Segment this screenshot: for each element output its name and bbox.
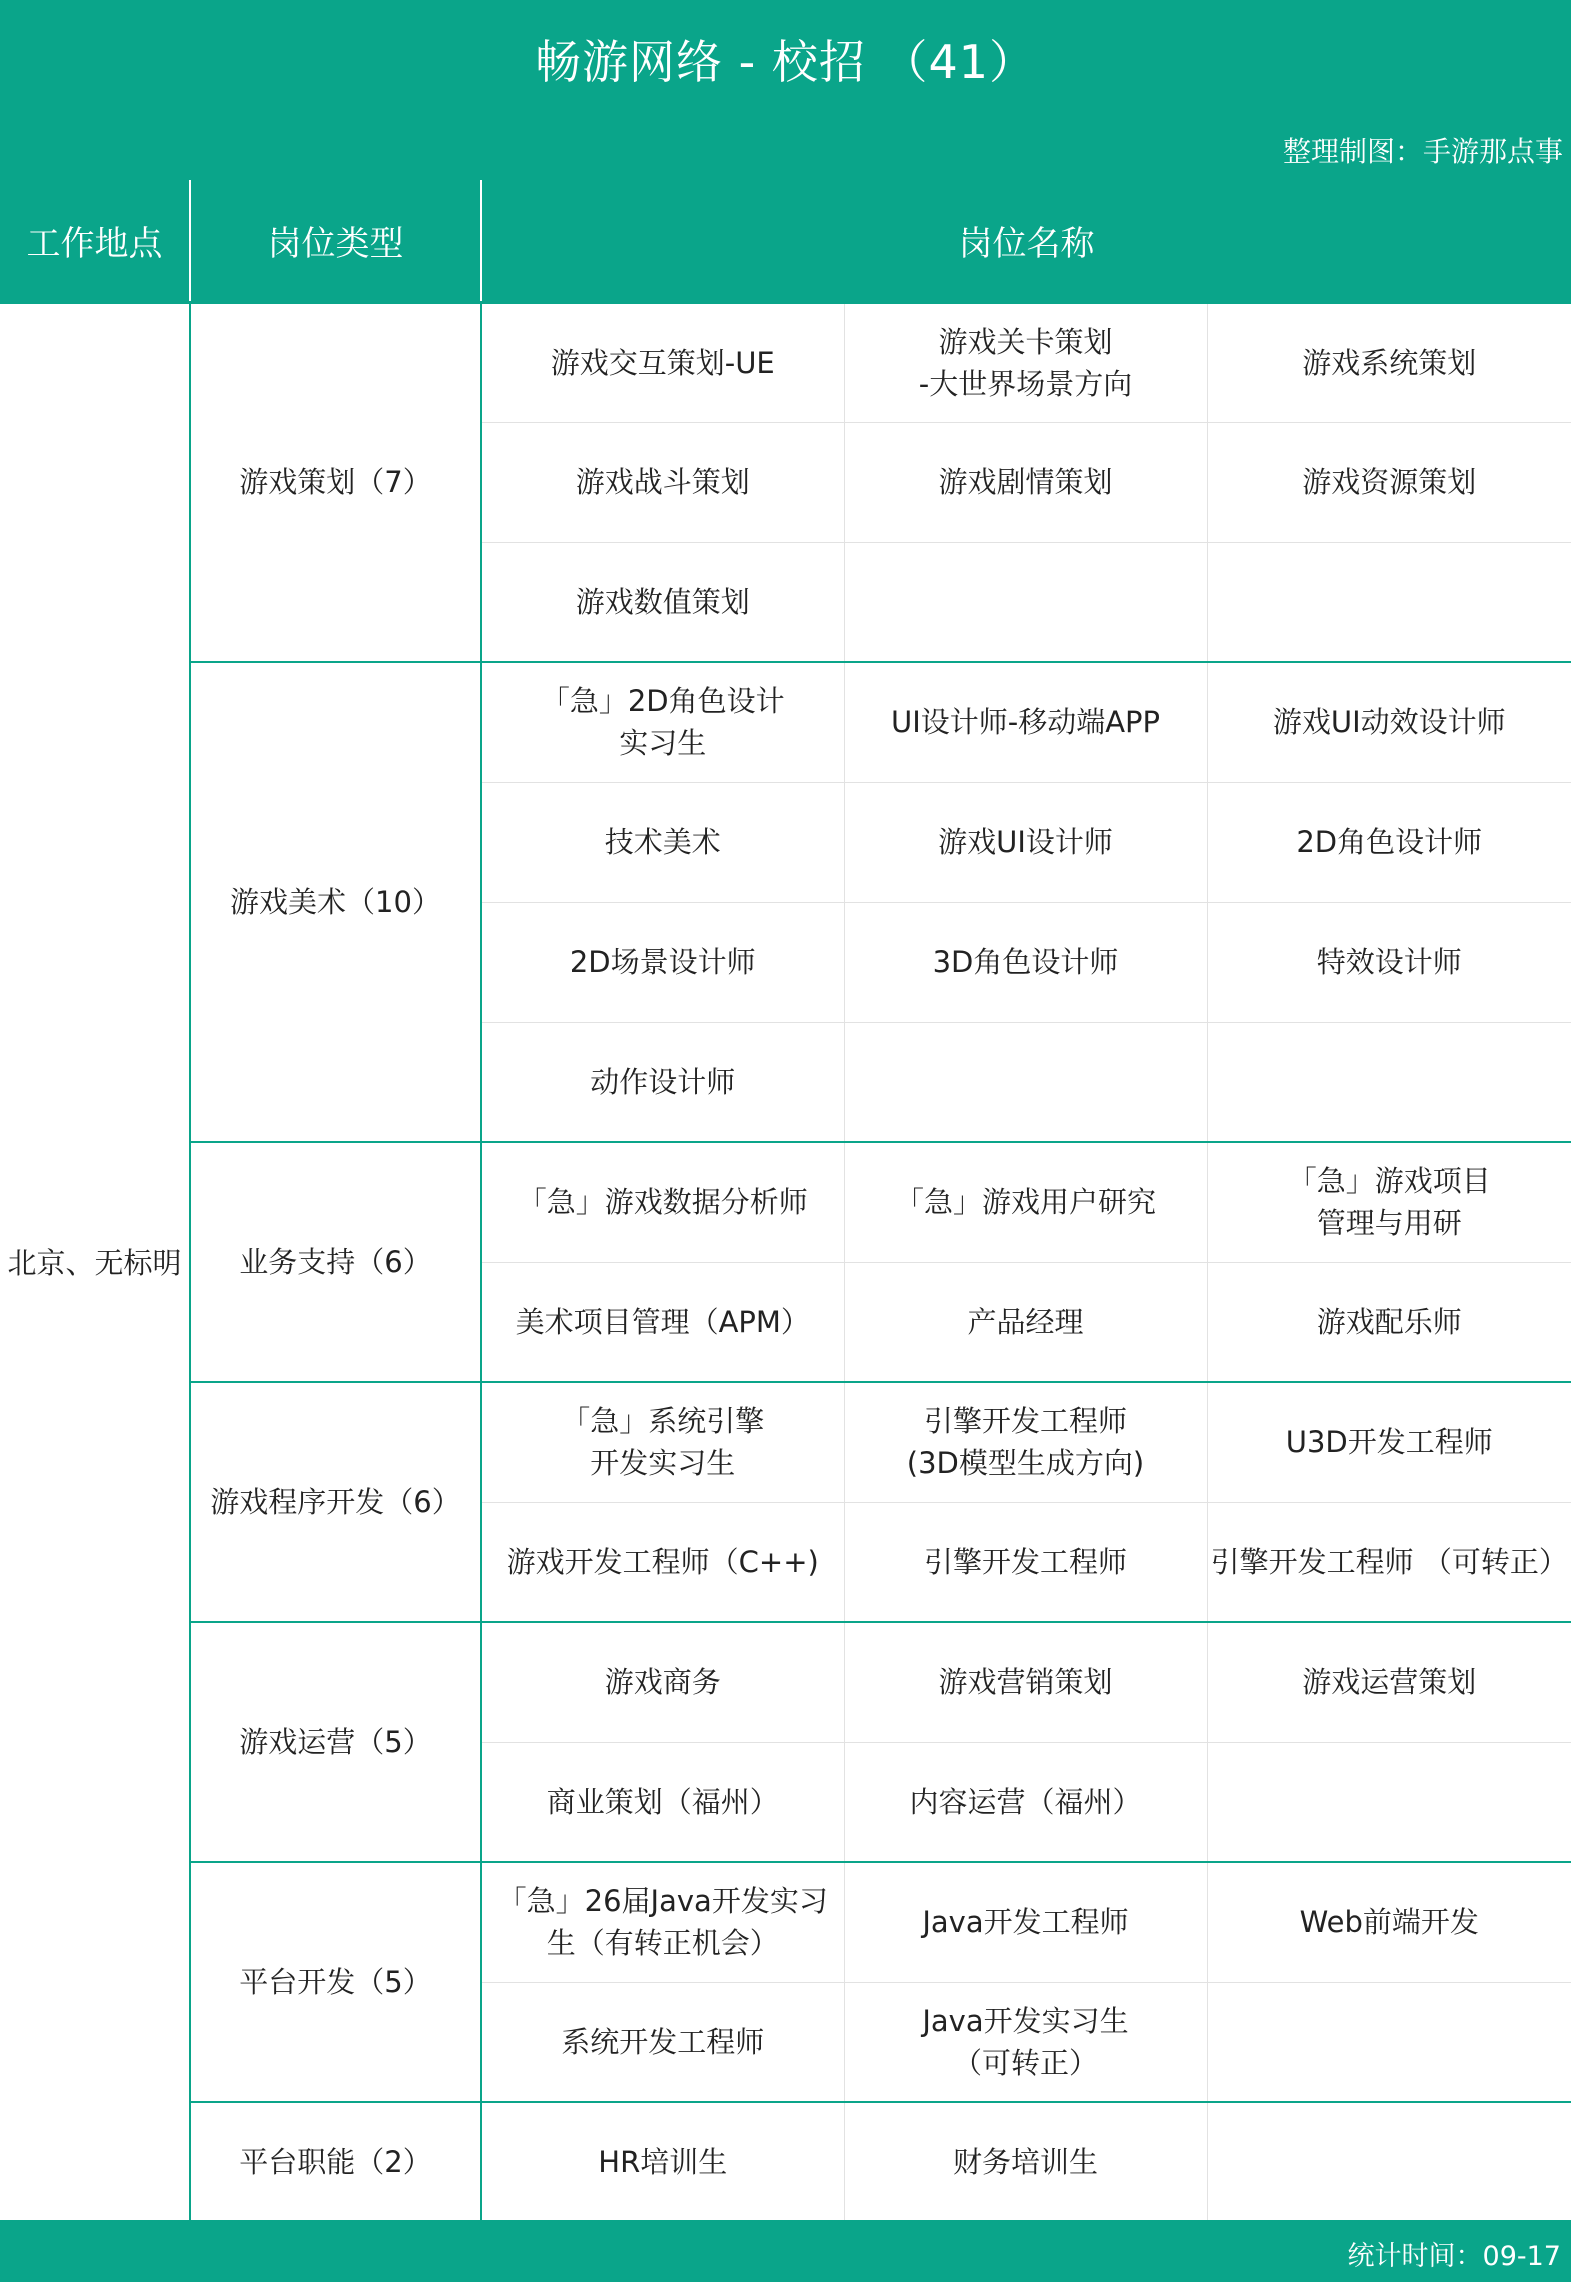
category-cell: 游戏运营（5） bbox=[190, 1622, 481, 1862]
position-cell: 引擎开发工程师 (3D模型生成方向) bbox=[844, 1382, 1207, 1502]
table-row bbox=[0, 2102, 1571, 2222]
category-cell: 游戏程序开发（6） bbox=[190, 1382, 481, 1622]
table-row bbox=[0, 1862, 1571, 1982]
position-cell: 特效设计师 bbox=[1207, 902, 1571, 1022]
position-cell: 引擎开发工程师 bbox=[844, 1502, 1207, 1622]
category-cell: 游戏策划（7） bbox=[190, 302, 481, 662]
position-cell: 游戏数值策划 bbox=[481, 542, 844, 662]
table-body bbox=[0, 302, 1571, 2222]
table-row bbox=[0, 1382, 1571, 1502]
position-cell: 游戏开发工程师（C++) bbox=[481, 1502, 844, 1622]
position-cell: 游戏UI动效设计师 bbox=[1207, 662, 1571, 782]
position-cell: 3D角色设计师 bbox=[844, 902, 1207, 1022]
position-cell: 财务培训生 bbox=[844, 2102, 1207, 2222]
table-row bbox=[0, 1142, 1571, 1262]
position-cell: 美术项目管理（APM） bbox=[481, 1262, 844, 1382]
position-cell: 「急」游戏项目 管理与用研 bbox=[1207, 1142, 1571, 1262]
position-cell bbox=[1207, 1742, 1571, 1862]
position-cell bbox=[1207, 1022, 1571, 1142]
table-row bbox=[0, 662, 1571, 782]
position-cell: 「急」游戏数据分析师 bbox=[481, 1142, 844, 1262]
position-cell: 游戏关卡策划 -大世界场景方向 bbox=[844, 302, 1207, 422]
position-cell: Java开发实习生 （可转正） bbox=[844, 1982, 1207, 2102]
position-cell: 游戏运营策划 bbox=[1207, 1622, 1571, 1742]
column-header-location: 工作地点 bbox=[0, 180, 190, 302]
position-cell: 游戏战斗策划 bbox=[481, 422, 844, 542]
table-row bbox=[0, 302, 1571, 422]
position-cell: 产品经理 bbox=[844, 1262, 1207, 1382]
position-cell: 「急」系统引擎 开发实习生 bbox=[481, 1382, 844, 1502]
position-cell: Web前端开发 bbox=[1207, 1862, 1571, 1982]
position-cell: 游戏商务 bbox=[481, 1622, 844, 1742]
position-cell: 游戏剧情策划 bbox=[844, 422, 1207, 542]
position-cell: 动作设计师 bbox=[481, 1022, 844, 1142]
position-cell bbox=[844, 542, 1207, 662]
position-cell: 「急」游戏用户研究 bbox=[844, 1142, 1207, 1262]
category-cell: 平台开发（5） bbox=[190, 1862, 481, 2102]
position-cell: 游戏交互策划-UE bbox=[481, 302, 844, 422]
position-cell: HR培训生 bbox=[481, 2102, 844, 2222]
credit-text: 整理制图：手游那点事 bbox=[1282, 135, 1563, 168]
position-cell: 2D角色设计师 bbox=[1207, 782, 1571, 902]
position-cell: Java开发工程师 bbox=[844, 1862, 1207, 1982]
header-banner bbox=[0, 0, 1571, 180]
position-cell: 游戏系统策划 bbox=[1207, 302, 1571, 422]
position-cell: 引擎开发工程师 （可转正） bbox=[1207, 1502, 1571, 1622]
position-cell bbox=[1207, 542, 1571, 662]
position-cell: 游戏营销策划 bbox=[844, 1622, 1207, 1742]
position-cell: 游戏UI设计师 bbox=[844, 782, 1207, 902]
jobs-table bbox=[0, 180, 1571, 2223]
position-cell: U3D开发工程师 bbox=[1207, 1382, 1571, 1502]
category-cell: 游戏美术（10） bbox=[190, 662, 481, 1142]
category-cell: 业务支持（6） bbox=[190, 1142, 481, 1382]
position-cell: 2D场景设计师 bbox=[481, 902, 844, 1022]
position-cell: 游戏配乐师 bbox=[1207, 1262, 1571, 1382]
position-cell: 系统开发工程师 bbox=[481, 1982, 844, 2102]
footer-bar bbox=[0, 2220, 1571, 2282]
position-cell: 「急」26届Java开发实习 生（有转正机会） bbox=[481, 1862, 844, 1982]
position-cell bbox=[1207, 2102, 1571, 2222]
position-cell: UI设计师-移动端APP bbox=[844, 662, 1207, 782]
position-cell bbox=[844, 1022, 1207, 1142]
header-row bbox=[0, 180, 1571, 302]
position-cell: 商业策划（福州） bbox=[481, 1742, 844, 1862]
table-row bbox=[0, 1622, 1571, 1742]
position-cell: 内容运营（福州） bbox=[844, 1742, 1207, 1862]
location-cell: 北京、无标明 bbox=[0, 302, 190, 2222]
position-cell: 「急」2D角色设计 实习生 bbox=[481, 662, 844, 782]
page-title: 畅游网络 - 校招 （41） bbox=[535, 35, 1036, 89]
category-cell: 平台职能（2） bbox=[190, 2102, 481, 2222]
position-cell: 游戏资源策划 bbox=[1207, 422, 1571, 542]
column-header-category: 岗位类型 bbox=[190, 180, 481, 302]
position-cell: 技术美术 bbox=[481, 782, 844, 902]
column-header-name: 岗位名称 bbox=[481, 180, 1571, 302]
position-cell bbox=[1207, 1982, 1571, 2102]
stat-time: 统计时间：09-17 bbox=[1347, 2241, 1561, 2272]
